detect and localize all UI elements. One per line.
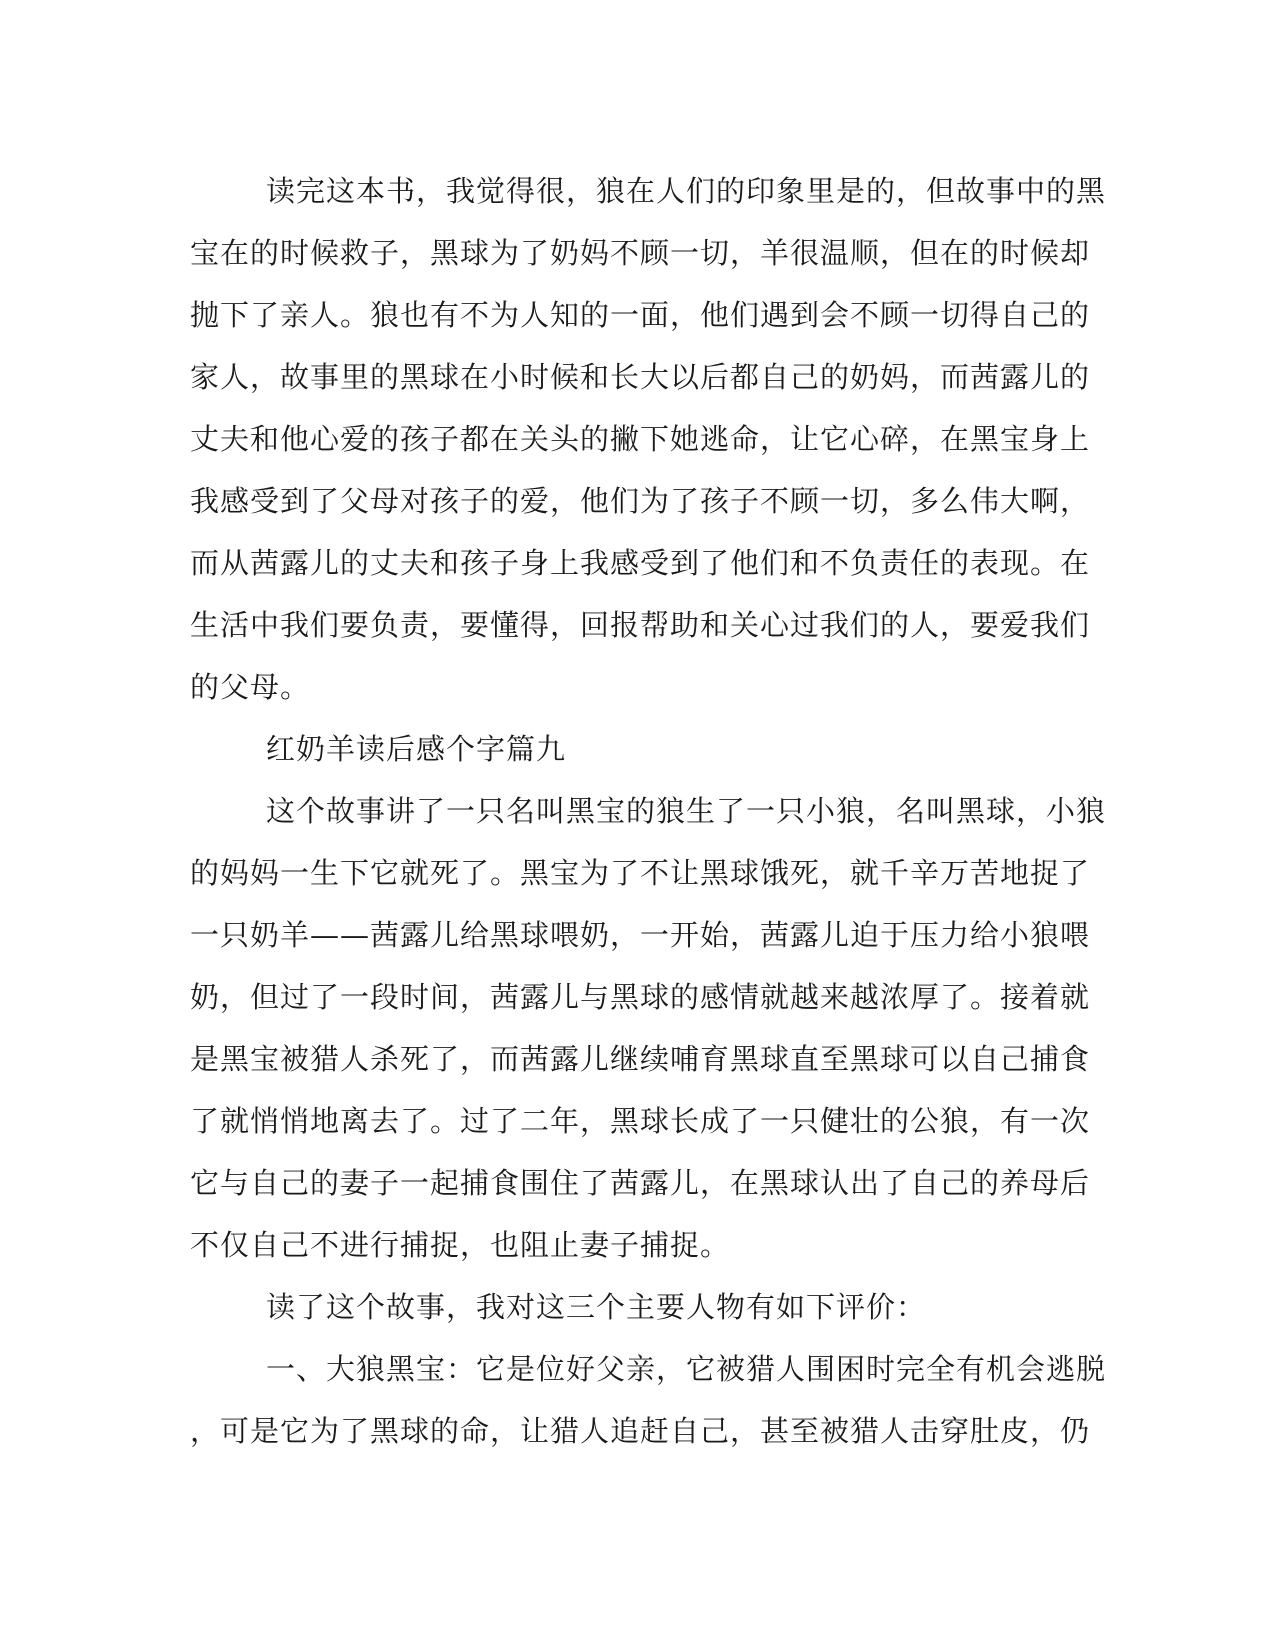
section-heading: 红奶羊读后感个字篇九	[266, 732, 567, 766]
paragraph-line: 读完这本书，我觉得很，狼在人们的印象里是的，但故事中的黑	[266, 174, 1107, 208]
paragraph-line: 这个故事讲了一只名叫黑宝的狼生了一只小狼，名叫黑球，小狼	[266, 794, 1107, 828]
paragraph-line: 了就悄悄地离去了。过了二年，黑球长成了一只健壮的公狼，有一次	[190, 1104, 1091, 1138]
paragraph-line: 是黑宝被猎人杀死了，而茜露儿继续哺育黑球直至黑球可以自己捕食	[190, 1042, 1091, 1076]
paragraph-line: 家人，故事里的黑球在小时候和长大以后都自己的奶妈，而茜露儿的	[190, 360, 1091, 394]
paragraph-line: 读了这个故事，我对这三个主要人物有如下评价：	[266, 1290, 927, 1324]
paragraph-line: 抛下了亲人。狼也有不为人知的一面，他们遇到会不顾一切得自己的	[190, 298, 1091, 332]
paragraph-line: 奶，但过了一段时间，茜露儿与黑球的感情就越来越浓厚了。接着就	[190, 980, 1091, 1014]
paragraph-line: 丈夫和他心爱的孩子都在关头的撇下她逃命，让它心碎，在黑宝身上	[190, 422, 1091, 456]
paragraph-line: ，可是它为了黑球的命，让猎人追赶自己，甚至被猎人击穿肚皮，仍	[190, 1414, 1091, 1448]
paragraph-line: 而从茜露儿的丈夫和孩子身上我感受到了他们和不负责任的表现。在	[190, 546, 1091, 580]
paragraph-line: 我感受到了父母对孩子的爱，他们为了孩子不顾一切，多么伟大啊，	[190, 484, 1091, 518]
paragraph-line: 一只奶羊——茜露儿给黑球喂奶，一开始，茜露儿迫于压力给小狼喂	[190, 918, 1091, 952]
paragraph-line: 一、大狼黑宝：它是位好父亲，它被猎人围困时完全有机会逃脱	[266, 1352, 1107, 1386]
paragraph-line: 宝在的时候救子，黑球为了奶妈不顾一切，羊很温顺，但在的时候却	[190, 236, 1091, 270]
paragraph-line: 的父母。	[190, 670, 311, 704]
paragraph-line: 生活中我们要负责，要懂得，回报帮助和关心过我们的人，要爱我们	[190, 608, 1091, 642]
paragraph-line: 不仅自己不进行捕捉，也阻止妻子捕捉。	[190, 1228, 731, 1262]
article-body	[190, 160, 1107, 1462]
paragraph-line: 它与自己的妻子一起捕食围住了茜露儿，在黑球认出了自己的养母后	[190, 1166, 1091, 1200]
paragraph-line: 的妈妈一生下它就死了。黑宝为了不让黑球饿死，就千辛万苦地捉了	[190, 856, 1091, 890]
